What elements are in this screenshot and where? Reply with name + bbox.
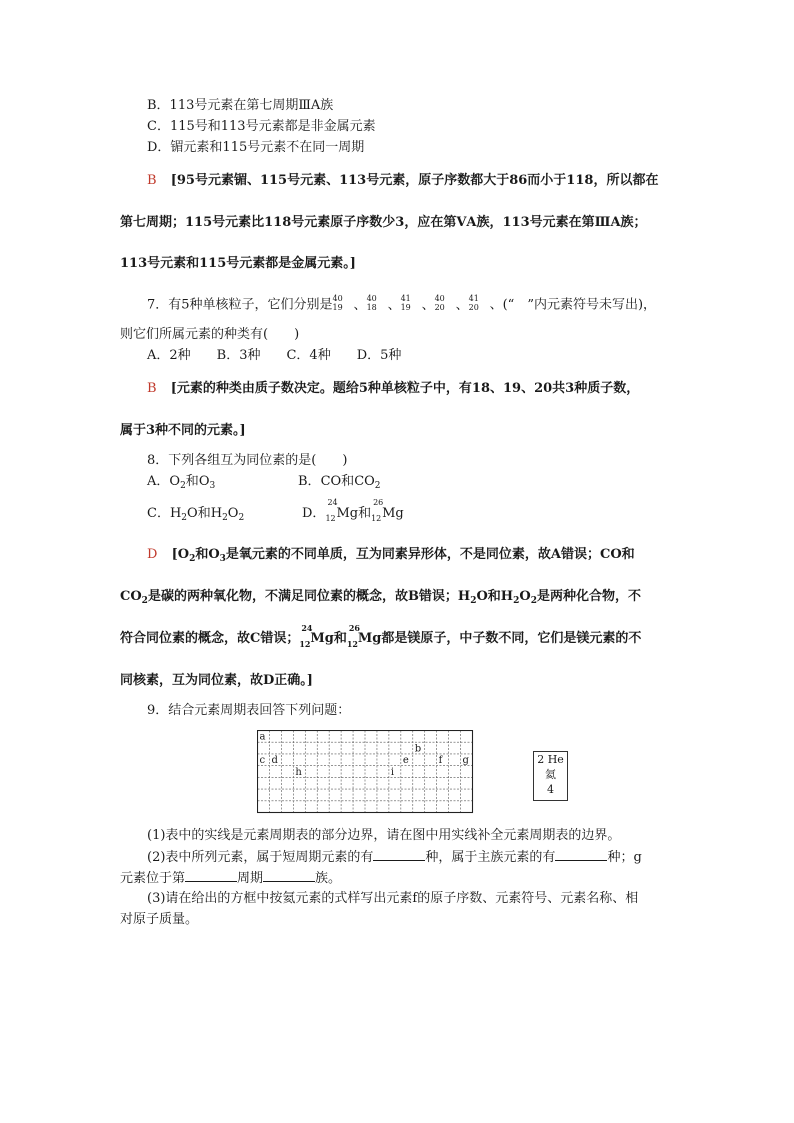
element-d: d (271, 755, 278, 767)
q7-answer-line2: 属于3种不同的元素。] (120, 423, 246, 438)
q6-answer-line3: 113号元素和115号元素都是金属元素。] (120, 256, 356, 271)
element-e: e (402, 755, 409, 767)
q6-answer-line1 (147, 172, 658, 190)
nuclide-1: 40 19 (332, 294, 343, 312)
q8-option-c: C．$H_2O$和$H_2O_2$ (147, 506, 245, 523)
q6-answer-line2: 第七周期；115号元素比118号元素原子序数少3，应在第ⅤA族，113号元素在第ⅢA族； (120, 215, 647, 230)
element-i: i (390, 766, 395, 778)
q8-option-b: B．CO和$CO_2$ (298, 474, 381, 491)
nuclide-5: 41 20 (468, 294, 479, 312)
q9-sub2-line2: 元素位于第 周期 族。 (120, 871, 342, 886)
he-name: 氦 (545, 768, 556, 781)
q7-stem (147, 296, 656, 315)
q7-options: A．2种 B．3种 C．4种 D．5种 (147, 348, 402, 363)
element-f: f (438, 755, 443, 767)
q8-answer-line1: D [$O_2$和$O_3$是氧元素的不同单质，互为同素异形体，不是同位素，故A错误；CO和 (147, 547, 635, 564)
element-c: c (259, 755, 266, 767)
q6-answer-text1: [95号元素镅、115号元素、113号元素，原子序数都大于86而小于118，所以都在 (170, 173, 659, 188)
blank-group[interactable] (263, 869, 315, 882)
blank-period[interactable] (185, 869, 237, 882)
q9-sub1: (1)表中的实线是元素周期表的部分边界，请在图中用实线补全元素周期表的边界。 (147, 828, 621, 843)
element-g: g (462, 755, 469, 767)
helium-sample-box (533, 751, 568, 801)
nuclide-2: 40 18 (366, 294, 377, 312)
q7-answer-text1: [元素的种类由质子数决定。题给5种单核粒子中，有18、19、20共3种质子数， (170, 381, 640, 396)
q6-option-d: D．镅元素和115号元素不在同一周期 (147, 140, 365, 155)
q7-stem-end: 、(“ ”内元素符号未写出)， (489, 297, 657, 313)
q8-answer-line2: $CO_2$是碳的两种氧化物，不满足同位素的概念，故B错误；$H_2O$和$H_2O_2$是两种化合物，不 (120, 589, 641, 606)
q7-answer-line1 (147, 380, 639, 398)
he-number: 2 (537, 753, 545, 766)
blank-main-group-count[interactable] (555, 848, 607, 861)
q8-stem: 8．下列各组互为同位素的是( ) (147, 453, 348, 468)
mg24-isotope: 24 12 Mg (325, 498, 359, 523)
q8-answer-line3: 符合同位素的概念，故C错误； 24 12 Mg和 26 12 Mg都是镁原子，中子数不同，它们是镁元素的不 (120, 623, 642, 649)
q9-sub3-line2: 对原子质量。 (120, 912, 199, 927)
q8-option-a: A．$O_2$和$O_3$ (147, 474, 216, 491)
mg26-isotope: 26 12 Mg (371, 498, 404, 523)
periodic-table-grid[interactable] (257, 730, 475, 814)
element-a: a (259, 731, 266, 743)
q7-stem-start: 7．有5种单核粒子，它们分别是 (147, 297, 333, 313)
element-h: h (295, 766, 302, 778)
q7-answer-letter: B (147, 381, 157, 396)
q8-option-d: D． 24 12 Mg和 26 12 Mg (302, 498, 404, 523)
q9-stem: 9．结合元素周期表回答下列问题： (147, 703, 351, 718)
q6-option-b: B．113号元素在第七周期ⅢA族 (147, 98, 334, 113)
nuclide-4: 40 20 (434, 294, 445, 312)
element-b: b (414, 743, 422, 755)
q8-answer-letter: D (147, 547, 158, 562)
q6-option-c: C．115号和113号元素都是非金属元素 (147, 119, 376, 134)
he-mass: 4 (547, 783, 554, 796)
q6-answer-letter: B (147, 173, 157, 188)
q8-answer-line4: 同核素，互为同位素，故D正确。] (120, 673, 313, 688)
nuclide-3: 41 19 (400, 294, 411, 312)
q7-nuclide-list: 40 19 、 40 18 、 41 19 、 40 20 、 41 20 (333, 298, 490, 313)
q9-sub2-line1: (2)表中所列元素，属于短周期元素的有 种，属于主族元素的有 种；g (147, 850, 642, 865)
q9-sub3-line1: (3)请在给出的方框中按氦元素的式样写出元素f的原子序数、元素符号、元素名称、相 (147, 891, 639, 906)
blank-short-period-count[interactable] (373, 848, 425, 861)
q7-stem-line2: 则它们所属元素的种类有( ) (120, 327, 300, 342)
he-symbol: He (547, 753, 564, 766)
